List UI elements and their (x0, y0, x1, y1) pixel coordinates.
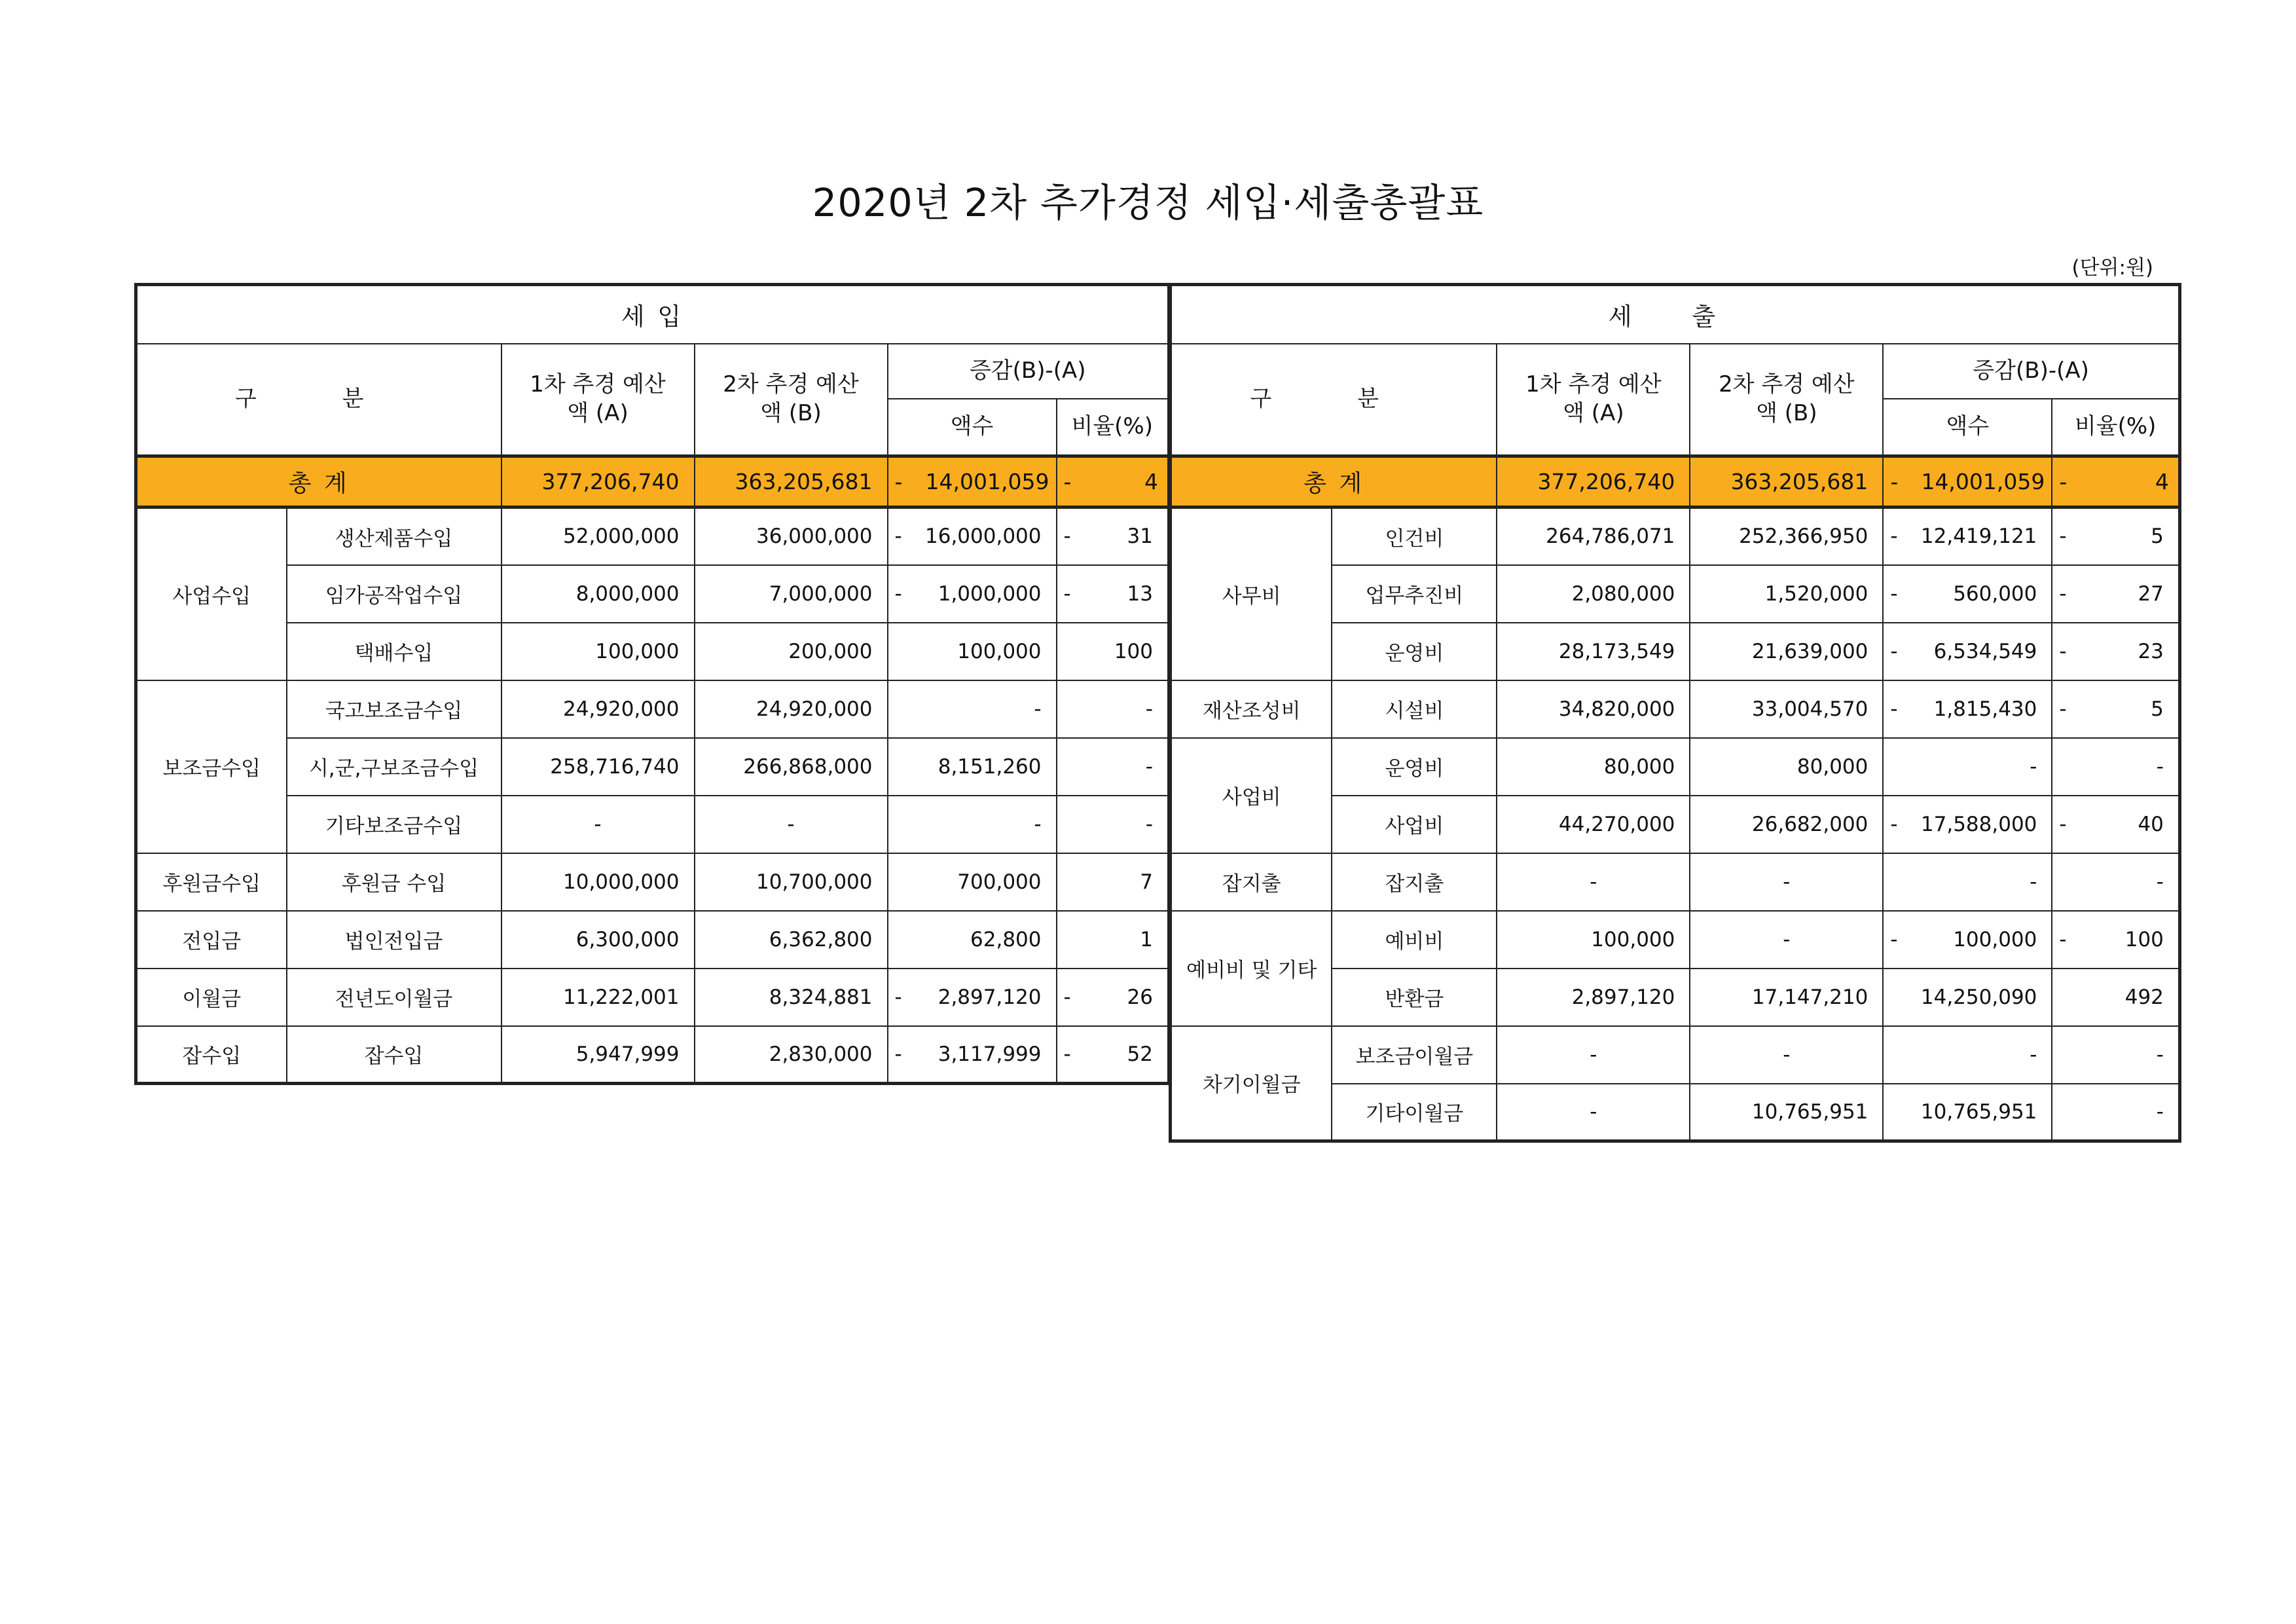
row-diff-ratio: - (1057, 738, 1169, 796)
page-title: 2020년 2차 추가경정 세입·세출총괄표 (812, 180, 1484, 225)
expenditure-total-a: 377,206,740 (1497, 456, 1690, 507)
row-second-budget: - (695, 796, 888, 853)
row-diff-ratio: - (2052, 1084, 2179, 1141)
row-diff-ratio: - (2052, 738, 2179, 796)
row-first-budget: 258,716,740 (501, 738, 695, 796)
expenditure-header-ratio: 비율(%) (2052, 399, 2179, 456)
row-first-budget: 6,300,000 (501, 911, 695, 969)
row-diff-ratio: - (2052, 1026, 2179, 1084)
row-item-label: 시,군,구보조금수입 (287, 738, 501, 796)
row-first-budget: - (1497, 1084, 1690, 1141)
expenditure-table (1169, 283, 2181, 1143)
row-item-label: 운영비 (1332, 623, 1497, 680)
row-item-label: 잡지출 (1332, 853, 1497, 911)
row-first-budget: - (1497, 1026, 1690, 1084)
unit-label: (단위:원) (2071, 256, 2153, 280)
row-second-budget: 21,639,000 (1690, 623, 1883, 680)
revenue-total-row (136, 456, 1169, 507)
row-item-label: 반환금 (1332, 969, 1497, 1026)
row-diff-ratio: 1 (1057, 911, 1169, 969)
row-diff-amount: - 12,419,121 (1883, 507, 2052, 565)
table-row (1171, 507, 2180, 565)
row-diff-ratio: - 40 (2052, 796, 2179, 853)
expenditure-header-second: 2차 추경 예산액 (B) (1690, 344, 1883, 456)
row-second-budget: 80,000 (1690, 738, 1883, 796)
row-item-label: 보조금이월금 (1332, 1026, 1497, 1084)
expenditure-header-amount: 액수 (1883, 399, 2052, 456)
row-first-budget: 2,897,120 (1497, 969, 1690, 1026)
row-diff-amount: 14,250,090 (1883, 969, 2052, 1026)
row-item-label: 후원금 수입 (287, 853, 501, 911)
row-first-budget: - (1497, 853, 1690, 911)
expenditure-header-category: 구 분 (1171, 344, 1497, 456)
row-first-budget: 44,270,000 (1497, 796, 1690, 853)
row-diff-amount: 62,800 (888, 911, 1057, 969)
table-row (136, 565, 1169, 623)
row-group-label: 잡지출 (1171, 853, 1332, 911)
revenue-header-diff: 증감(B)-(A) (888, 344, 1169, 399)
row-item-label: 택배수입 (287, 623, 501, 680)
table-row (136, 738, 1169, 796)
row-item-label: 국고보조금수입 (287, 680, 501, 738)
row-diff-ratio: - 5 (2052, 507, 2179, 565)
row-group-label: 예비비 및 기타 (1171, 911, 1332, 1026)
row-group-label: 잡수입 (136, 1026, 287, 1084)
expenditure-total-row (1171, 456, 2180, 507)
row-second-budget: 17,147,210 (1690, 969, 1883, 1026)
revenue-total-a: 377,206,740 (501, 456, 695, 507)
table-row (136, 623, 1169, 680)
row-diff-amount: - 6,534,549 (1883, 623, 2052, 680)
row-diff-amount: 8,151,260 (888, 738, 1057, 796)
row-item-label: 법인전입금 (287, 911, 501, 969)
row-diff-amount: - (888, 796, 1057, 853)
expenditure-header-first: 1차 추경 예산액 (A) (1497, 344, 1690, 456)
revenue-header-first: 1차 추경 예산액 (A) (501, 344, 695, 456)
row-second-budget: 2,830,000 (695, 1026, 888, 1084)
row-first-budget: 100,000 (501, 623, 695, 680)
row-group-label: 사업비 (1171, 738, 1332, 853)
row-second-budget: - (1690, 911, 1883, 969)
row-diff-amount: 100,000 (888, 623, 1057, 680)
row-first-budget: 34,820,000 (1497, 680, 1690, 738)
row-second-budget: 1,520,000 (1690, 565, 1883, 623)
expenditure-section-title: 세 출 (1171, 285, 2180, 344)
expenditure-total-ratio: - 4 (2052, 456, 2179, 507)
revenue-total-amount: - 14,001,059 (888, 456, 1057, 507)
table-row (1171, 680, 2180, 738)
row-diff-amount: - (888, 680, 1057, 738)
row-second-budget: 6,362,800 (695, 911, 888, 969)
row-diff-ratio: - 13 (1057, 565, 1169, 623)
row-second-budget: 36,000,000 (695, 507, 888, 565)
row-first-budget: 24,920,000 (501, 680, 695, 738)
table-row (136, 796, 1169, 853)
row-first-budget: 264,786,071 (1497, 507, 1690, 565)
row-diff-ratio: - 26 (1057, 969, 1169, 1026)
row-item-label: 예비비 (1332, 911, 1497, 969)
row-first-budget: 11,222,001 (501, 969, 695, 1026)
revenue-total-label: 총 계 (136, 456, 501, 507)
row-second-budget: 10,765,951 (1690, 1084, 1883, 1141)
row-group-label: 재산조성비 (1171, 680, 1332, 738)
revenue-total-b: 363,205,681 (695, 456, 888, 507)
row-group-label: 사무비 (1171, 507, 1332, 680)
row-diff-amount: - 2,897,120 (888, 969, 1057, 1026)
row-first-budget: 80,000 (1497, 738, 1690, 796)
row-item-label: 임가공작업수입 (287, 565, 501, 623)
row-diff-ratio: - 5 (2052, 680, 2179, 738)
row-first-budget: 8,000,000 (501, 565, 695, 623)
row-second-budget: 200,000 (695, 623, 888, 680)
table-row (136, 507, 1169, 565)
row-item-label: 기타이월금 (1332, 1084, 1497, 1141)
row-group-label: 보조금수입 (136, 680, 287, 853)
row-diff-amount: 10,765,951 (1883, 1084, 2052, 1141)
row-diff-ratio: 100 (1057, 623, 1169, 680)
row-second-budget: 8,324,881 (695, 969, 888, 1026)
revenue-total-ratio: - 4 (1057, 456, 1169, 507)
row-diff-ratio: - 31 (1057, 507, 1169, 565)
row-item-label: 잡수입 (287, 1026, 501, 1084)
row-diff-amount: - 1,815,430 (1883, 680, 2052, 738)
row-item-label: 사업비 (1332, 796, 1497, 853)
table-row (136, 969, 1169, 1026)
row-diff-amount: - 100,000 (1883, 911, 2052, 969)
row-diff-ratio: - 27 (2052, 565, 2179, 623)
row-diff-ratio: 492 (2052, 969, 2179, 1026)
table-row (1171, 1026, 2180, 1084)
revenue-table (134, 283, 1171, 1085)
row-group-label: 사업수입 (136, 507, 287, 680)
row-first-budget: 10,000,000 (501, 853, 695, 911)
row-diff-ratio: 7 (1057, 853, 1169, 911)
revenue-section-title: 세 입 (136, 285, 1169, 344)
row-second-budget: 10,700,000 (695, 853, 888, 911)
row-item-label: 기타보조금수입 (287, 796, 501, 853)
row-second-budget: 24,920,000 (695, 680, 888, 738)
revenue-header-category: 구 분 (136, 344, 501, 456)
row-diff-amount: - 560,000 (1883, 565, 2052, 623)
row-second-budget: - (1690, 853, 1883, 911)
row-second-budget: 7,000,000 (695, 565, 888, 623)
row-diff-ratio: - 100 (2052, 911, 2179, 969)
table-row (1171, 911, 2180, 969)
table-row (136, 911, 1169, 969)
row-group-label: 이월금 (136, 969, 287, 1026)
row-diff-amount: - 1,000,000 (888, 565, 1057, 623)
row-first-budget: - (501, 796, 695, 853)
row-diff-ratio: - 52 (1057, 1026, 1169, 1084)
row-second-budget: 33,004,570 (1690, 680, 1883, 738)
row-first-budget: 5,947,999 (501, 1026, 695, 1084)
table-row (136, 853, 1169, 911)
row-first-budget: 2,080,000 (1497, 565, 1690, 623)
row-second-budget: - (1690, 1026, 1883, 1084)
row-group-label: 후원금수입 (136, 853, 287, 911)
row-first-budget: 28,173,549 (1497, 623, 1690, 680)
row-diff-ratio: - (2052, 853, 2179, 911)
row-diff-ratio: - (1057, 680, 1169, 738)
row-first-budget: 100,000 (1497, 911, 1690, 969)
row-second-budget: 26,682,000 (1690, 796, 1883, 853)
row-item-label: 시설비 (1332, 680, 1497, 738)
row-first-budget: 52,000,000 (501, 507, 695, 565)
row-item-label: 전년도이월금 (287, 969, 501, 1026)
row-second-budget: 266,868,000 (695, 738, 888, 796)
row-item-label: 생산제품수입 (287, 507, 501, 565)
table-row (1171, 853, 2180, 911)
expenditure-total-label: 총 계 (1171, 456, 1497, 507)
row-diff-amount: - 17,588,000 (1883, 796, 2052, 853)
expenditure-header-diff: 증감(B)-(A) (1883, 344, 2179, 399)
table-row (136, 1026, 1169, 1084)
expenditure-total-b: 363,205,681 (1690, 456, 1883, 507)
revenue-header-second: 2차 추경 예산액 (B) (695, 344, 888, 456)
table-row (136, 680, 1169, 738)
row-item-label: 운영비 (1332, 738, 1497, 796)
row-diff-amount: - 16,000,000 (888, 507, 1057, 565)
revenue-header-ratio: 비율(%) (1057, 399, 1169, 456)
row-item-label: 업무추진비 (1332, 565, 1497, 623)
row-diff-amount: - 3,117,999 (888, 1026, 1057, 1084)
revenue-header-amount: 액수 (888, 399, 1057, 456)
expenditure-total-amount: - 14,001,059 (1883, 456, 2052, 507)
row-diff-amount: - (1883, 1026, 2052, 1084)
row-diff-amount: - (1883, 853, 2052, 911)
row-diff-ratio: - 23 (2052, 623, 2179, 680)
row-item-label: 인건비 (1332, 507, 1497, 565)
row-diff-amount: - (1883, 738, 2052, 796)
row-diff-ratio: - (1057, 796, 1169, 853)
row-diff-amount: 700,000 (888, 853, 1057, 911)
row-group-label: 차기이월금 (1171, 1026, 1332, 1141)
row-group-label: 전입금 (136, 911, 287, 969)
table-row (1171, 738, 2180, 796)
row-second-budget: 252,366,950 (1690, 507, 1883, 565)
